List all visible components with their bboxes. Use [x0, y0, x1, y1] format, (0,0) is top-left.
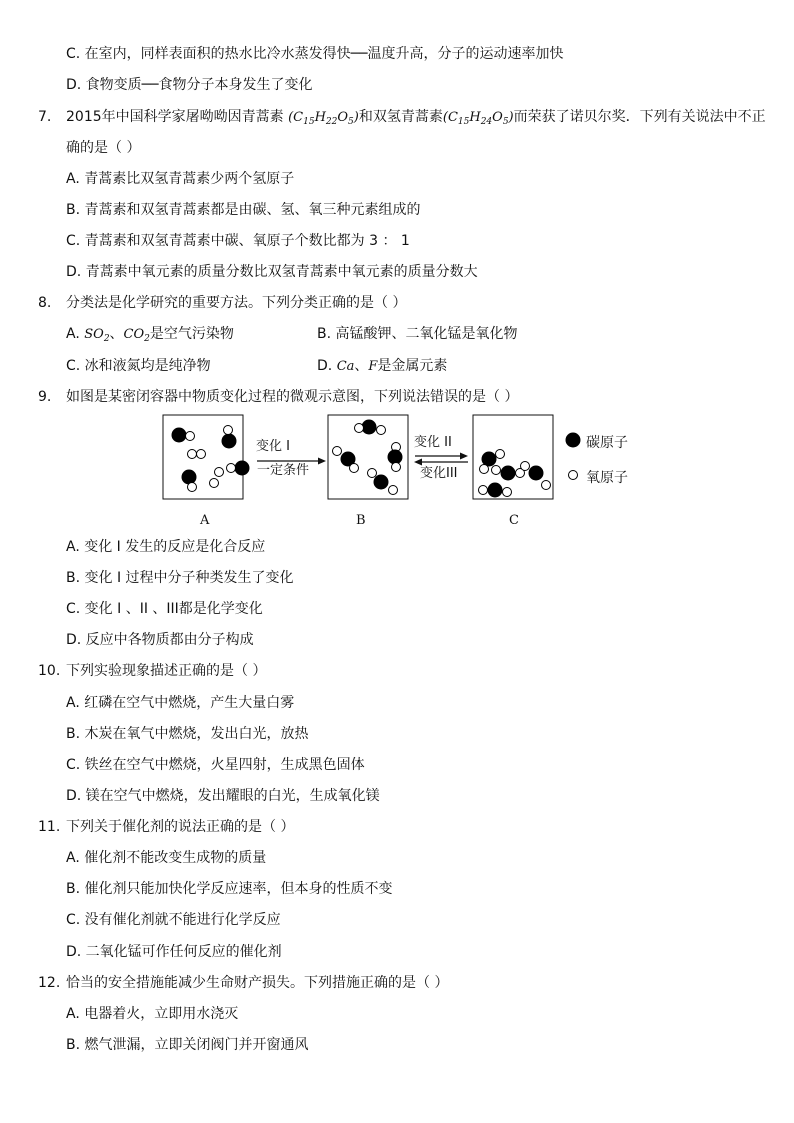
q8-option-a: A. $SO_2$、$CO_2$是空气污染物	[66, 326, 234, 344]
oxygen-atom	[224, 426, 233, 435]
q11-stem: 下列关于催化剂的说法正确的是（ ）	[66, 819, 295, 835]
arrow-1-head	[318, 458, 326, 465]
q9-option-c: C. 变化 I 、II 、III都是化学变化	[66, 601, 263, 617]
q9-option-d: D. 反应中各物质都由分子构成	[66, 632, 254, 648]
arrow-1-label-top: 变化 I	[256, 439, 290, 454]
carbon-atom	[488, 483, 503, 498]
carbon-atom	[172, 428, 187, 443]
q7-stem-part-a: 2015年中国科学家屠呦呦因青蒿素	[66, 109, 284, 125]
q7-stem-part-b: 和双氢青蒿素	[358, 109, 443, 125]
figure-label-c: C	[509, 513, 519, 528]
q6-option-c: C. 在室内，同样表面积的热水比冷水蒸发得快──温度升高，分子的运动速率加快	[66, 46, 564, 62]
oxygen-atom	[479, 486, 488, 495]
q11-option-d: D. 二氧化锰可作任何反应的催化剂	[66, 944, 282, 960]
oxygen-atom	[210, 479, 219, 488]
q7-formula-dihydroartemisinin: $(C_{15}H_{24}O_5)$	[442, 110, 514, 127]
oxygen-atom	[496, 450, 505, 459]
q11-option-b: B. 催化剂只能加快化学反应速率，但本身的性质不变	[66, 881, 393, 897]
q6-option-d: D. 食物变质──食物分子本身发生了变化	[66, 77, 313, 93]
figure-label-a: A	[200, 513, 210, 528]
q9-number: 9.	[38, 389, 52, 405]
legend-oxygen-label: 氧原子	[586, 470, 628, 486]
q8-option-b: B. 高锰酸钾、二氧化锰是氧化物	[317, 326, 518, 342]
oxygen-atom	[377, 426, 386, 435]
q8-option-d: D. Ca、F是金属元素	[317, 358, 448, 374]
oxygen-atom	[389, 486, 398, 495]
arrow-2-label-top: 变化 II	[414, 435, 452, 450]
oxygen-atom	[350, 464, 359, 473]
oxygen-atom	[503, 488, 512, 497]
q7-formula-artemisinin: $(C_{15}H_{22}O_5)$	[288, 110, 359, 127]
q7-stem-part-c: 而荣获了诺贝尔奖．下列有关说法中不正	[513, 109, 766, 125]
oxygen-atom	[480, 465, 489, 474]
oxygen-atom	[197, 450, 206, 459]
q7-option-b: B. 青蒿素和双氢青蒿素都是由碳、氢、氧三种元素组成的	[66, 202, 421, 218]
q10-stem: 下列实验现象描述正确的是（ ）	[66, 663, 267, 679]
q7-stem	[66, 108, 766, 131]
q12-number: 12.	[38, 975, 61, 991]
q7-stem-cont: 确的是（ ）	[66, 140, 141, 156]
q10-option-b: B. 木炭在氧气中燃烧，发出白光，放热	[66, 726, 309, 742]
q7-number: 7.	[38, 109, 52, 125]
oxygen-atom	[188, 483, 197, 492]
q12-stem: 恰当的安全措施能减少生命财产损失。下列措施正确的是（ ）	[66, 975, 449, 991]
carbon-atom	[529, 466, 544, 481]
q10-option-a: A. 红磷在空气中燃烧，产生大量白雾	[66, 695, 295, 711]
q9-stem: 如图是某密闭容器中物质变化过程的微观示意图，下列说法错误的是（ ）	[66, 389, 519, 405]
q11-option-a: A. 催化剂不能改变生成物的质量	[66, 850, 267, 866]
oxygen-atom	[186, 432, 195, 441]
q7-option-a: A. 青蒿素比双氢青蒿素少两个氢原子	[66, 171, 295, 187]
carbon-atom	[235, 461, 250, 476]
q11-option-c: C. 没有催化剂就不能进行化学反应	[66, 912, 281, 928]
legend-oxygen-icon	[569, 471, 578, 480]
oxygen-atom	[188, 450, 197, 459]
q12-option-b: B. 燃气泄漏，立即关闭阀门并开窗通风	[66, 1037, 309, 1053]
arrow-2-label-bottom: 变化III	[420, 466, 458, 481]
oxygen-atom	[215, 468, 224, 477]
q9-option-a: A. 变化 I 发生的反应是化合反应	[66, 539, 266, 555]
arrow-2-forward-head	[460, 453, 468, 460]
carbon-atom	[182, 470, 197, 485]
legend-carbon-label: 碳原子	[586, 435, 628, 451]
legend-carbon-icon	[566, 433, 581, 448]
q8-option-c: C. 冰和液氮均是纯净物	[66, 358, 211, 374]
q10-option-c: C. 铁丝在空气中燃烧，火星四射，生成黑色固体	[66, 757, 365, 773]
oxygen-atom	[521, 462, 530, 471]
arrow-1-label-bottom: 一定条件	[257, 463, 310, 478]
q10-number: 10.	[38, 663, 61, 679]
oxygen-atom	[355, 424, 364, 433]
q8-stem: 分类法是化学研究的重要方法。下列分类正确的是（ ）	[66, 295, 407, 311]
q9-option-b: B. 变化 I 过程中分子种类发生了变化	[66, 570, 294, 586]
carbon-atom	[222, 434, 237, 449]
molecular-change-diagram	[150, 410, 670, 535]
oxygen-atom	[227, 464, 236, 473]
carbon-atom	[501, 466, 516, 481]
oxygen-atom	[492, 466, 501, 475]
figure-label-b: B	[356, 513, 366, 528]
q7-option-d: D. 青蒿素中氧元素的质量分数比双氢青蒿素中氧元素的质量分数大	[66, 264, 478, 280]
oxygen-atom	[392, 463, 401, 472]
q11-number: 11.	[38, 819, 61, 835]
q7-option-c: C. 青蒿素和双氢青蒿素中碳、氧原子个数比都为 3 ： 1	[66, 233, 410, 249]
oxygen-atom	[333, 447, 342, 456]
q12-option-a: A. 电器着火，立即用水浇灭	[66, 1006, 239, 1022]
oxygen-atom	[368, 469, 377, 478]
q10-option-d: D. 镁在空气中燃烧，发出耀眼的白光，生成氧化镁	[66, 788, 380, 804]
carbon-atom	[374, 475, 389, 490]
oxygen-atom	[542, 481, 551, 490]
q8-number: 8.	[38, 295, 52, 311]
